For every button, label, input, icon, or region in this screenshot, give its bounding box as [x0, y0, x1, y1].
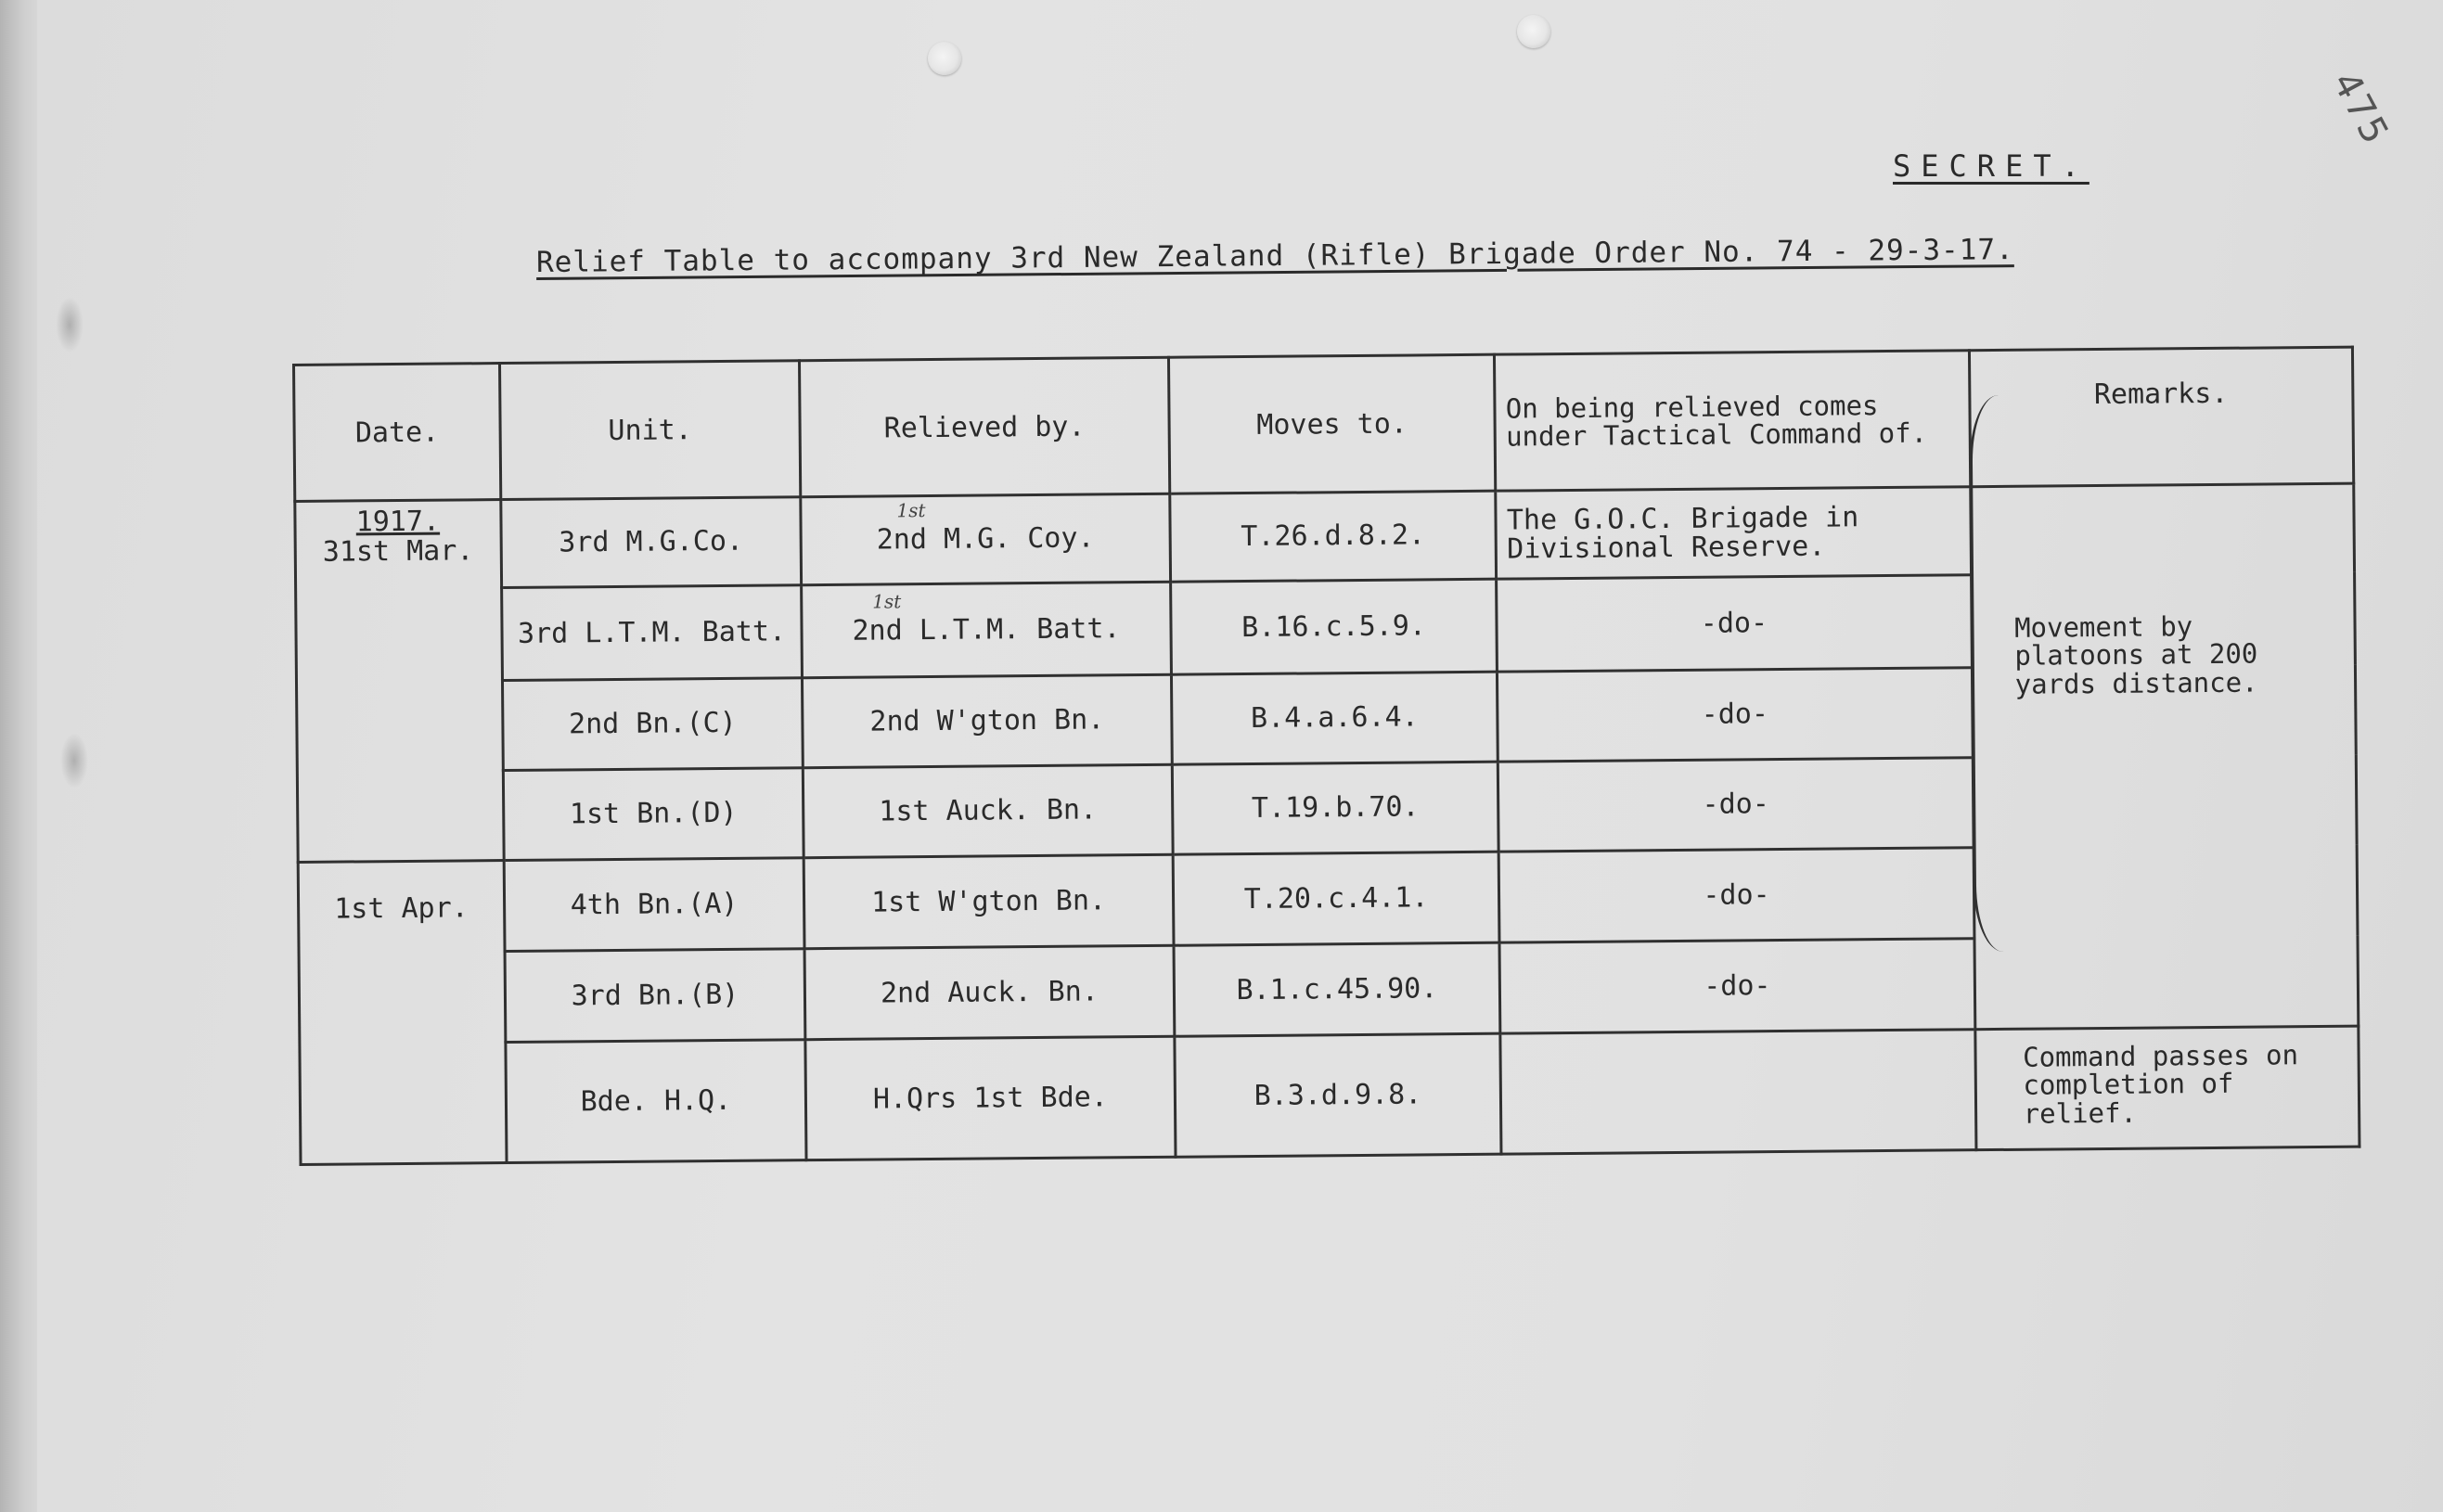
- punch-hole: [928, 42, 961, 75]
- header-date: Date.: [294, 364, 501, 502]
- relieved-by-cell: [802, 582, 1171, 677]
- header-relieved-by: Relieved by.: [800, 357, 1170, 496]
- command-cell: [1500, 1030, 1975, 1154]
- command-cell: -do-: [1498, 758, 1974, 852]
- relieved-by-cell: H.Qrs 1st Bde.: [805, 1036, 1176, 1160]
- year-label: 1917.: [355, 505, 441, 539]
- relieved-by-text: 2nd M.G. Coy.: [876, 521, 1095, 557]
- moves-to-cell: T.26.d.8.2.: [1169, 491, 1497, 582]
- remarks-command-text: Command passes on completion of relief.: [2023, 1039, 2299, 1130]
- relieved-by-cell: 2nd Auck. Bn.: [804, 945, 1174, 1039]
- moves-to-cell: T.20.c.4.1.: [1173, 852, 1500, 945]
- date-cell-april: 1st Apr.: [298, 861, 507, 1165]
- unit-cell: Bde. H.Q.: [506, 1040, 807, 1163]
- date-cell-march: [295, 500, 504, 863]
- handwritten-correction: 1st: [896, 499, 926, 522]
- unit-cell: 3rd M.G.Co.: [501, 497, 802, 588]
- document-title: Relief Table to accompany 3rd New Zealand (Rifle) Brigade Order No. 74 - 29-3-17.: [535, 233, 2014, 279]
- relieved-by-cell: 1st W'gton Bn.: [804, 854, 1173, 948]
- header-tactical-command: On being relieved comes under Tactical Command of.: [1495, 351, 1970, 491]
- relieved-by-cell: 2nd W'gton Bn.: [803, 674, 1172, 767]
- relief-table: [292, 346, 2360, 1166]
- moves-to-cell: B.4.a.6.4.: [1171, 672, 1498, 764]
- classification-stamp: SECRET.: [1893, 148, 2089, 184]
- moves-to-cell: B.3.d.9.8.: [1175, 1033, 1502, 1157]
- ink-smudge: [60, 733, 88, 788]
- moves-to-cell: B.16.c.5.9.: [1170, 579, 1498, 674]
- folio-number: 475: [2323, 65, 2398, 153]
- moves-to-cell: B.1.c.45.90.: [1174, 942, 1501, 1036]
- date-label: 31st Mar.: [322, 533, 474, 569]
- unit-cell: 1st Bn.(D): [503, 768, 804, 861]
- unit-cell: 3rd L.T.M. Batt.: [501, 585, 802, 681]
- handwritten-correction: 1st: [872, 590, 902, 613]
- page-edge-shadow: [0, 0, 41, 1512]
- unit-cell: 4th Bn.(A): [504, 858, 804, 952]
- moves-to-cell: T.19.b.70.: [1172, 762, 1499, 854]
- remarks-command-cell: [1974, 1026, 2359, 1150]
- header-remarks: Remarks.: [1969, 347, 2354, 487]
- ink-smudge: [56, 297, 84, 352]
- remarks-movement-text: Movement by platoons at 200 yards distance.: [2013, 610, 2258, 700]
- relieved-by-text: 2nd L.T.M. Batt.: [852, 611, 1121, 647]
- relieved-by-cell: 1st Auck. Bn.: [804, 764, 1173, 857]
- remarks-movement-cell: [1970, 483, 2359, 1030]
- command-cell: -do-: [1497, 575, 1972, 672]
- header-row: [294, 347, 2354, 501]
- relieved-by-cell: [801, 493, 1170, 584]
- command-cell: The G.O.C. Brigade in Divisional Reserve.: [1496, 487, 1971, 579]
- command-cell: -do-: [1499, 939, 1974, 1033]
- unit-cell: 2nd Bn.(C): [502, 678, 803, 771]
- header-moves-to: Moves to.: [1168, 354, 1496, 493]
- table-row: [295, 483, 2355, 589]
- punch-hole: [1517, 15, 1550, 48]
- header-unit: Unit.: [499, 361, 801, 500]
- command-cell: -do-: [1499, 848, 1974, 942]
- command-cell: -do-: [1498, 668, 1973, 762]
- table-row: [300, 1026, 2359, 1164]
- unit-cell: 3rd Bn.(B): [505, 949, 805, 1043]
